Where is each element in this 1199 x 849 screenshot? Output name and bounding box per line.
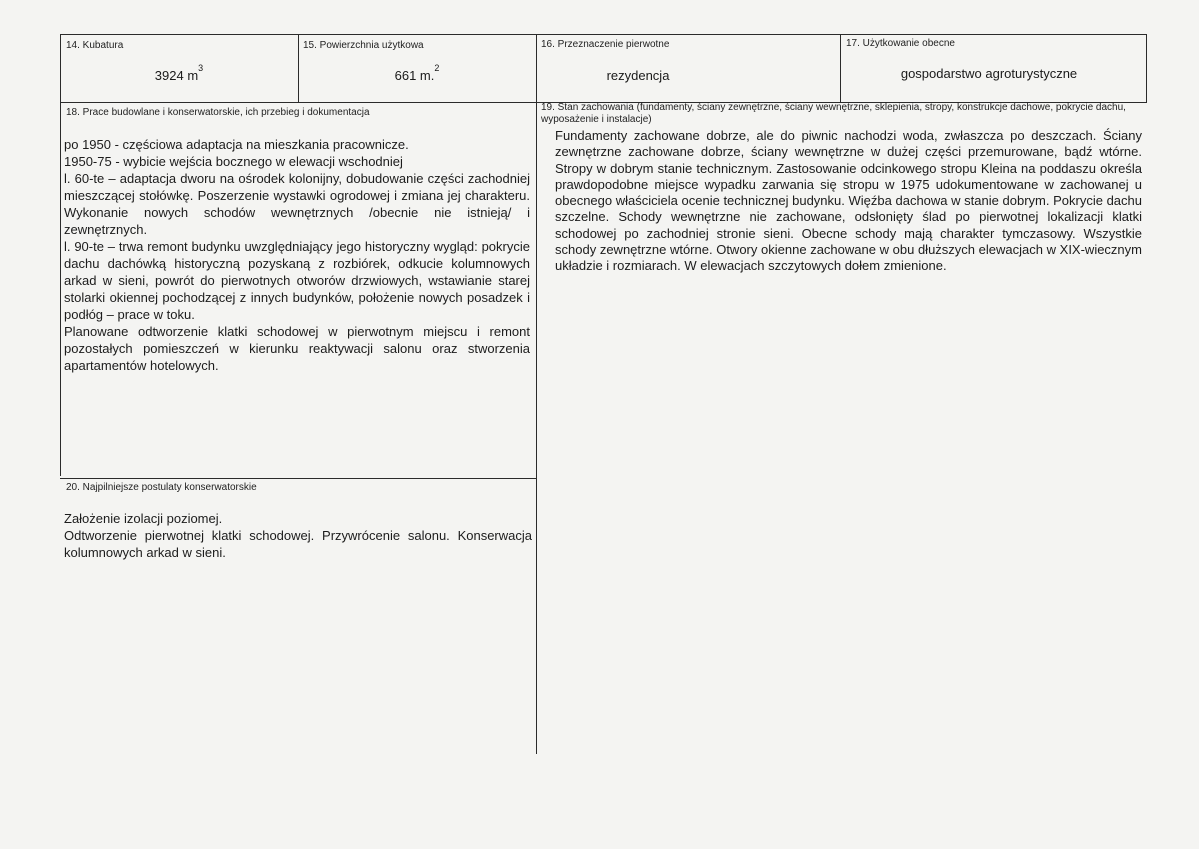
field-19-text (555, 128, 1142, 275)
field-14-number: 3924 m (154, 68, 199, 83)
field-18-text (64, 136, 530, 374)
field-18-line: 1950-75 - wybicie wejścia bocznego w elewacji wschodniej (64, 154, 403, 169)
field-14-label: 14. Kubatura (66, 40, 124, 51)
field-16-value: rezydencja (606, 68, 670, 83)
col-divider-main (536, 34, 537, 754)
field-18-line: po 1950 - częściowa adaptacja na mieszkania pracownicze. (64, 137, 409, 152)
field-20-text (64, 510, 532, 561)
field-16-label: 16. Przeznaczenie pierwotne (541, 39, 670, 50)
field-17-label: 17. Użytkowanie obecne (846, 38, 955, 49)
field-15-value (298, 62, 536, 83)
field-18-line: Planowane odtworzenie klatki schodowej w pierwotnym miejscu i remont pozostałych pomieszczeń w kierunku reaktywacji salonu oraz stworzenia apartamentów hotelowych. (64, 324, 530, 373)
field-20-line: Założenie izolacji poziomej. (64, 511, 223, 526)
field-15-number: 661 m. (394, 68, 435, 83)
field-20-label: 20. Najpilniejsze postulaty konserwatorskie (66, 482, 257, 493)
field-18-line: l. 60-te – adaptacja dworu na ośrodek kolonijny, dobudowanie części zachodniej mieszczącej stołówkę. Poszerzenie wystawki ogrodowej i zmiana jej charakteru. Wykonanie nowych schodów wewnętrznych /obecnie nie istnieją/ i zewnętrznych. (64, 171, 530, 237)
row-divider-2 (60, 478, 536, 479)
field-14-unit-exponent: 3 (198, 62, 204, 73)
field-18-line: l. 90-te – trwa remont budynku uwzględniający jego historyczny wygląd: pokrycie dachu dachówką historyczną pozyskaną z rozbiórek, odkucie kolumnowych arkad w sieni, powrót do pierwotnych otworów drzwiowych, wstawianie starej stolarki okiennej pochodzącej z innych budynków, położenie nowych posadzek i podłóg – prace w toku. (64, 239, 530, 322)
left-border (60, 34, 61, 476)
right-border (1146, 34, 1147, 102)
field-18-label: 18. Prace budowlane i konserwatorskie, ich przebieg i dokumentacja (66, 107, 370, 118)
field-15-unit-exponent: 2 (434, 62, 440, 73)
field-19-label: 19. Stan zachowania (fundamenty, ściany zewnętrzne, ściany wewnętrzne, sklepienia, stropy, konstrukcje dachowe, pokrycie dachu, wyposażenie i instalacje) (541, 102, 1126, 125)
top-border (60, 34, 1147, 35)
field-17-value: gospodarstwo agroturystyczne (900, 66, 1078, 81)
field-15-label: 15. Powierzchnia użytkowa (303, 40, 424, 51)
field-20-line: Odtworzenie pierwotnej klatki schodowej. Przywrócenie salonu. Konserwacja kolumnowych arkad w sieni. (64, 528, 532, 560)
field-19-paragraph: Fundamenty zachowane dobrze, ale do piwnic nachodzi woda, zwłaszcza po deszczach. Ściany zewnętrzne zachowane dobrze, ściany wewnętrzne w dużej części przemurowane, bądź wtórne. Stropy w dobrym stanie technicznym. Zastosowanie odcinkowego stropu Kleina na poddaszu określa prawdopodobne miejsce wypadku zarwania się stropu w 1975 udokumentowane w zachowanej u obecnego właściciela ocenie technicznej budynku. Więźba dachowa w stanie dobrym. Pokrycie dachu szczelne. Schody wewnętrzne nie zachowane, odsłonięty ślad po pierwotnej lokalizacji klatki schodowej po zachodniej stronie sieni. Obecne schody mają charakter tymczasowy. Wszystkie schody zewnętrzne wtórne. Otwory okienne zachowane w obu dłuższych elewacjach w XIX-wiecznym układzie i rozmiarach. W elewacjach szczytowych dołem zmienione. (555, 128, 1142, 274)
field-14-value (60, 62, 298, 83)
